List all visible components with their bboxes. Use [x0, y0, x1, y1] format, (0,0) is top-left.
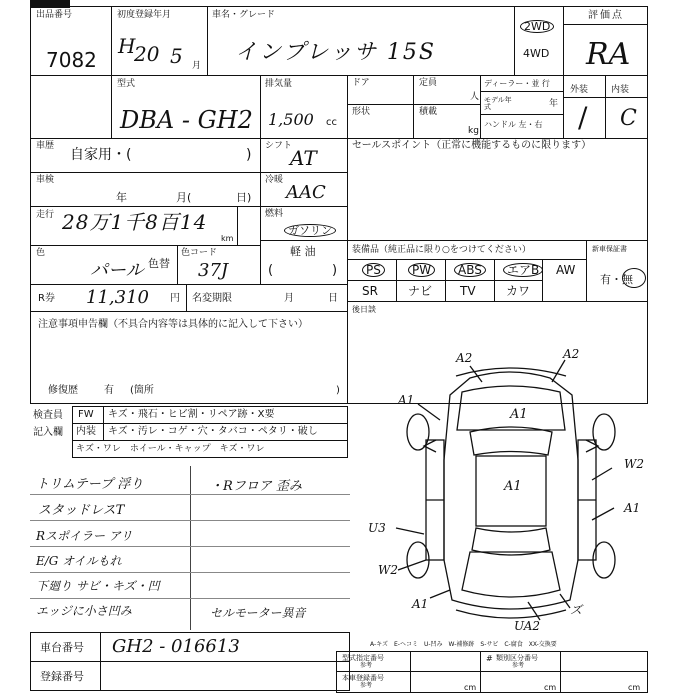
- inspector-label-1: 検査員: [33, 410, 63, 421]
- model-year-unit: 年: [549, 99, 559, 109]
- equipment-airbag: エアB: [503, 263, 543, 277]
- spec-ref-2: 参考: [512, 662, 525, 669]
- note-5: 下廻り サビ・キズ・凹: [36, 579, 160, 593]
- mark-u3-left: U3: [368, 521, 386, 535]
- color-value: パール: [90, 260, 144, 281]
- equipment-label: 装備品（純正品に限り○をつけてください）: [352, 245, 531, 255]
- lot-number: 7082: [46, 48, 97, 72]
- ext-value: /: [578, 101, 588, 134]
- inspection-month: 月(: [176, 191, 192, 204]
- mark-a1-rear-left: A1: [412, 597, 429, 611]
- mark-a1-left: A1: [398, 393, 415, 407]
- recycle-unit: 円: [170, 293, 180, 304]
- mileage-value: 28万1千8百14: [62, 210, 208, 234]
- equipment-sr: SR: [362, 284, 378, 298]
- equipment-abs: ABS: [454, 263, 486, 277]
- warranty-label: 新車保証書: [592, 245, 627, 253]
- shift-value: AT: [290, 146, 317, 170]
- check-body-interior: キズ・汚レ・コゲ・穴・タバコ・ペタリ・破し: [108, 426, 318, 437]
- spec-cm-3: cm: [628, 683, 641, 692]
- color-change-label: 色替: [148, 257, 170, 270]
- reg-month-value: 5: [170, 44, 183, 68]
- registration-vline: [100, 661, 101, 691]
- displacement-label: 排気量: [265, 79, 293, 89]
- mark-a1-right: A1: [624, 501, 641, 515]
- recycle-value: 11,310: [86, 287, 149, 308]
- fuel-paren-close: ): [332, 263, 338, 278]
- chassis-value: GH2 - 016613: [112, 636, 240, 657]
- repair-value: 有: [104, 385, 114, 396]
- repair-close: ): [336, 385, 340, 396]
- car-name-label: 車名・グレード: [212, 10, 276, 20]
- chassis-vline: [100, 632, 101, 662]
- repair-label: 修復歴: [48, 385, 78, 396]
- fuel-value: ガソリン: [284, 224, 336, 237]
- inspection-day: 日): [236, 191, 252, 204]
- drive-2wd: 2WD: [520, 20, 554, 33]
- spec-vline-2: [480, 651, 481, 693]
- note-3: Rスポイラー アリ: [36, 529, 133, 543]
- mark-a2-front-right: A2: [563, 347, 580, 361]
- ac-label: 冷暖: [265, 175, 284, 185]
- handle-label: ハンドル 左・右: [484, 120, 543, 129]
- capacity-label: 定員: [419, 78, 438, 88]
- check-body-mirror: キズ・ワレ ホイール・キャップ キズ・ワレ: [76, 444, 265, 454]
- mark-w2-right: W2: [624, 457, 644, 471]
- door-label: ドア: [352, 78, 370, 88]
- shift-label: シフト: [265, 141, 293, 151]
- spec-ref-1: 参考: [360, 662, 373, 669]
- lot-label: 出品番号: [36, 10, 73, 20]
- color-label: 色: [36, 248, 46, 258]
- equipment-tv: TV: [460, 284, 476, 298]
- chassis-label: 車台番号: [40, 641, 84, 654]
- fuel-sub-label: 軽 油: [290, 245, 316, 258]
- note-6: エッジに小さ凹み: [36, 604, 132, 618]
- spec-cert-label: 型式指定番号: [342, 654, 384, 662]
- note-4: E/G オイルもれ: [36, 554, 122, 568]
- spec-hline: [336, 671, 648, 672]
- damage-legend: A-キズ E-ヘコミ U-凹み W-補修跡 S-サビ C-腐食 XX-交換要: [370, 641, 557, 648]
- spec-cm-2: cm: [544, 683, 557, 692]
- load-label: 積載: [419, 107, 438, 117]
- mark-ua2-rear: UA2: [514, 619, 541, 633]
- name-change-day: 日: [328, 293, 338, 304]
- name-change-label: 名変期限: [192, 293, 232, 304]
- registration-label: 登録番号: [40, 670, 84, 683]
- notice-label: 注意事項申告欄（不具合内容等は具体的に記入して下さい）: [38, 319, 308, 330]
- grade-label: 評価点: [588, 10, 624, 21]
- mileage-label: 走行: [36, 210, 55, 220]
- ext-label: 外装: [570, 85, 589, 95]
- note-right-2: セルモーター異音: [210, 606, 306, 620]
- mark-a2-front-left: A2: [456, 351, 473, 365]
- inspector-label-2: 記入欄: [33, 427, 63, 438]
- check-head-interior: 内装: [76, 426, 96, 437]
- model-label: 型式: [117, 79, 136, 89]
- equipment-pw: PW: [408, 263, 435, 277]
- load-unit: kg: [468, 126, 479, 136]
- check-head-fw: FW: [78, 409, 94, 420]
- color-code-value: 37J: [198, 260, 229, 281]
- equipment-aw: AW: [556, 263, 576, 277]
- reg-year-value: 20: [134, 42, 160, 66]
- mark-a1-hood: A1: [510, 407, 528, 422]
- note-2: スタッドレスT: [38, 503, 125, 518]
- inspection-label: 車検: [36, 175, 55, 185]
- sales-point-label: セールスポイント（正常に機能するものに限ります）: [352, 140, 592, 151]
- int-value: C: [620, 106, 637, 131]
- mark-w2-left: W2: [378, 563, 398, 577]
- spec-reg-label: 本車登録番号: [342, 674, 384, 682]
- fuel-paren-open: (: [268, 263, 274, 278]
- spec-vline-1: [410, 651, 411, 693]
- equipment-leather: カワ: [506, 284, 531, 298]
- displacement-unit: cc: [326, 117, 337, 128]
- reg-year-label: 初度登録年月: [117, 10, 172, 20]
- int-label: 内装: [611, 85, 630, 95]
- check-body-fw: キズ・飛石・ヒビ割・リペア跡・X要: [108, 409, 275, 420]
- mileage-unit: km: [221, 234, 234, 243]
- spec-class-label: 類別区分番号: [496, 654, 538, 662]
- after-market-label: 後日談: [352, 305, 376, 314]
- mark-z-rear-right: ズ: [570, 603, 583, 617]
- usage-value: 自家用・(: [70, 147, 132, 163]
- fuel-label: 燃料: [265, 209, 284, 219]
- spec-vline-3: [560, 651, 561, 693]
- inspection-year: 年: [116, 191, 127, 204]
- mark-a1-roof: A1: [504, 479, 522, 494]
- ac-value: AAC: [286, 182, 326, 203]
- usage-label: 車歴: [36, 141, 55, 151]
- repair-place: (箇所: [130, 385, 154, 396]
- spec-hash: #: [486, 654, 493, 663]
- grade-value: RA: [586, 37, 631, 72]
- drive-4wd: 4WD: [523, 47, 550, 60]
- model-value: DBA - GH2: [120, 106, 253, 134]
- note-right-1: ・Rフロア 歪み: [210, 479, 302, 494]
- capacity-unit: 人: [470, 92, 480, 102]
- reg-year-era: H: [118, 34, 136, 58]
- color-code-label: 色コード: [181, 248, 218, 258]
- usage-close: ): [246, 147, 252, 163]
- note-1: トリムテープ 浮り: [36, 477, 144, 492]
- car-name-value: インプレッサ 15S: [235, 40, 436, 65]
- displacement-value: 1,500: [268, 110, 314, 129]
- equipment-navi: ナビ: [408, 284, 433, 298]
- recycle-label: R券: [38, 293, 55, 304]
- shape-label: 形状: [352, 107, 371, 117]
- spec-cm-1: cm: [464, 683, 477, 692]
- spec-ref-3: 参考: [360, 682, 373, 689]
- reg-month-unit: 月: [192, 61, 202, 71]
- model-year-label: モデル年式: [484, 96, 512, 111]
- equipment-ps: PS: [362, 263, 385, 277]
- warranty-value: 有・無: [600, 273, 633, 286]
- name-change-month: 月: [284, 293, 294, 304]
- dealer-label: ディーラー・並 行: [484, 79, 550, 88]
